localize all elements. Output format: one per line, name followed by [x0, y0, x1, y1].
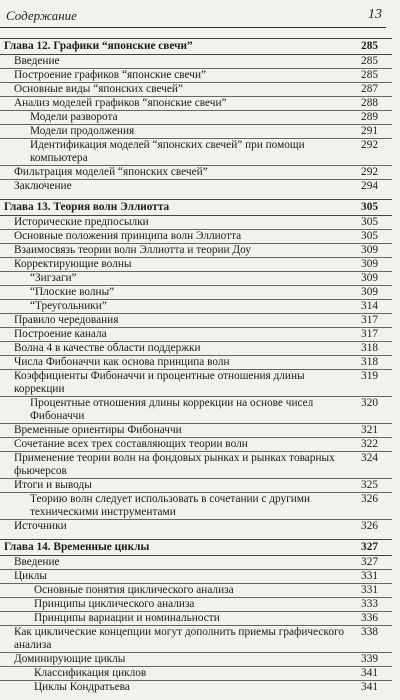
chapter-page: 305 [361, 201, 378, 213]
chapter-section [0, 539, 392, 694]
entry-page: 294 [361, 180, 378, 192]
entry-page: 331 [361, 570, 378, 582]
toc-entry[interactable] [0, 493, 392, 520]
entry-title: Корректирующие волны [14, 258, 132, 270]
entry-page: 338 [361, 626, 378, 638]
chapter-section [0, 199, 392, 533]
entry-page: 309 [361, 272, 378, 284]
entry-title: Числа Фибоначчи как основа принципа волн [14, 356, 230, 368]
entry-title: Введение [14, 556, 60, 568]
toc-entry[interactable] [0, 342, 392, 356]
header-rule [0, 27, 386, 28]
toc-entry[interactable] [0, 328, 392, 342]
toc-entry[interactable] [0, 424, 392, 438]
toc-entry[interactable] [0, 83, 392, 97]
toc-entry[interactable] [0, 97, 392, 111]
entry-title: Исторические предпосылки [14, 216, 149, 228]
toc-entry[interactable] [0, 584, 392, 598]
entry-title: Модели продолжения [30, 125, 135, 137]
entry-title: Как циклические концепции могут дополнить приемы графического анализа [14, 626, 344, 651]
toc-entry[interactable] [0, 653, 392, 667]
chapter-heading[interactable] [0, 38, 392, 55]
entry-title: “Плоские волны” [30, 286, 115, 298]
toc-entry[interactable] [0, 300, 392, 314]
toc-entry[interactable] [0, 272, 392, 286]
entry-page: 309 [361, 286, 378, 298]
entry-page: 317 [361, 314, 378, 326]
entry-page: 333 [361, 598, 378, 610]
entry-page: 285 [361, 55, 378, 67]
toc-entry[interactable] [0, 139, 392, 166]
chapter-title: Глава 13. Теория волн Эллиотта [4, 201, 170, 213]
entry-title: Доминирующие циклы [14, 653, 126, 665]
entry-title: Основные положения принципа волн Эллиотта [14, 230, 242, 242]
entry-page: 324 [361, 452, 378, 464]
entry-title: Фильтрация моделей “японских свечей” [14, 166, 208, 178]
toc-entry[interactable] [0, 258, 392, 272]
entry-title: Основные виды “японских свечей” [14, 83, 183, 95]
entry-title: Модели разворота [30, 111, 118, 123]
entry-page: 321 [361, 424, 378, 436]
toc-entry[interactable] [0, 55, 392, 69]
entry-page: 305 [361, 216, 378, 228]
toc-entry[interactable] [0, 556, 392, 570]
toc-entry[interactable] [0, 216, 392, 230]
toc-entry[interactable] [0, 452, 392, 479]
toc-entry[interactable] [0, 667, 392, 681]
toc-entry[interactable] [0, 612, 392, 626]
chapter-page: 285 [361, 40, 378, 52]
entry-page: 318 [361, 356, 378, 368]
toc-entry[interactable] [0, 681, 392, 694]
chapter-section [0, 38, 392, 193]
toc-entry[interactable] [0, 570, 392, 584]
toc-entry[interactable] [0, 370, 392, 397]
entry-page: 285 [361, 69, 378, 81]
entry-page: 326 [361, 520, 378, 532]
entry-page: 322 [361, 438, 378, 450]
running-head-title: Содержание [6, 8, 77, 23]
entry-page: 341 [361, 667, 378, 679]
entry-page: 309 [361, 258, 378, 270]
toc-entry[interactable] [0, 356, 392, 370]
entry-title: Введение [14, 55, 60, 67]
entry-title: Основные понятия циклического анализа [34, 584, 234, 596]
entry-title: Итоги и выводы [14, 479, 92, 491]
entry-title: “Зигзаги” [30, 272, 77, 284]
entry-page: 287 [361, 83, 378, 95]
entry-title: Анализ моделей графиков “японские свечи” [14, 97, 227, 109]
toc-entry[interactable] [0, 598, 392, 612]
entry-page: 325 [361, 479, 378, 491]
chapter-heading[interactable] [0, 199, 392, 216]
entry-title: Построение графиков “японские свечи” [14, 69, 207, 81]
entry-page: 339 [361, 653, 378, 665]
entry-page: 331 [361, 584, 378, 596]
entry-title: Правило чередования [14, 314, 119, 326]
entry-page: 288 [361, 97, 378, 109]
entry-page: 289 [361, 111, 378, 123]
entry-page: 309 [361, 244, 378, 256]
toc-entry[interactable] [0, 69, 392, 83]
toc-entry[interactable] [0, 314, 392, 328]
entry-title: Классификация циклов [34, 667, 147, 679]
entry-page: 317 [361, 328, 378, 340]
entry-page: 318 [361, 342, 378, 354]
entry-title: Циклы Кондратьева [34, 681, 130, 693]
toc-entry[interactable] [0, 230, 392, 244]
entry-page: 292 [361, 139, 378, 151]
entry-page: 326 [361, 493, 378, 505]
entry-title: Теорию волн следует использовать в сочетании с другими техническими инструментами [30, 493, 311, 518]
page-header [0, 0, 400, 30]
entry-page: 341 [361, 681, 378, 693]
entry-page: 291 [361, 125, 378, 137]
entry-title: Построение канала [14, 328, 107, 340]
chapter-page: 327 [361, 541, 378, 553]
toc-entry[interactable] [0, 520, 392, 533]
page-number: 13 [368, 7, 382, 22]
entry-title: “Треугольники” [30, 300, 107, 312]
toc-entry[interactable] [0, 397, 392, 424]
entry-title: Временные ориентиры Фибоначчи [14, 424, 182, 436]
entry-page: 320 [361, 397, 378, 409]
chapter-title: Глава 14. Временные циклы [4, 541, 150, 553]
entry-title: Циклы [14, 570, 47, 582]
toc-entry[interactable] [0, 244, 392, 258]
toc-entry[interactable] [0, 438, 392, 452]
toc-entry[interactable] [0, 286, 392, 300]
table-of-contents [0, 38, 392, 700]
entry-title: Источники [14, 520, 67, 532]
entry-title: Волна 4 в качестве области поддержки [14, 342, 201, 354]
chapter-title: Глава 12. Графики “японские свечи” [4, 40, 193, 52]
toc-entry[interactable] [0, 180, 392, 193]
entry-page: 314 [361, 300, 378, 312]
toc-entry[interactable] [0, 111, 392, 125]
entry-title: Заключение [14, 180, 72, 192]
toc-entry[interactable] [0, 479, 392, 493]
entry-page: 327 [361, 556, 378, 568]
entry-title: Взаимосвязь теории волн Эллиотта и теории Доу [14, 244, 251, 256]
toc-entry[interactable] [0, 166, 392, 180]
entry-page: 292 [361, 166, 378, 178]
toc-entry[interactable] [0, 626, 392, 653]
entry-title: Коэффициенты Фибоначчи и процентные отношения длины коррекции [14, 370, 305, 395]
entry-page: 336 [361, 612, 378, 624]
entry-page: 305 [361, 230, 378, 242]
entry-title: Принципы циклического анализа [34, 598, 195, 610]
entry-title: Процентные отношения длины коррекции на основе чисел Фибоначчи [30, 397, 314, 422]
entry-title: Сочетание всех трех составляющих теории волн [14, 438, 248, 450]
chapter-heading[interactable] [0, 539, 392, 556]
entry-title: Применение теории волн на фондовых рынках и рынках товарных фьючерсов [14, 452, 335, 477]
entry-title: Принципы вариации и номинальности [34, 612, 220, 624]
entry-title: Идентификация моделей “японских свечей” при помощи компьютера [30, 139, 305, 164]
entry-page: 319 [361, 370, 378, 382]
toc-entry[interactable] [0, 125, 392, 139]
